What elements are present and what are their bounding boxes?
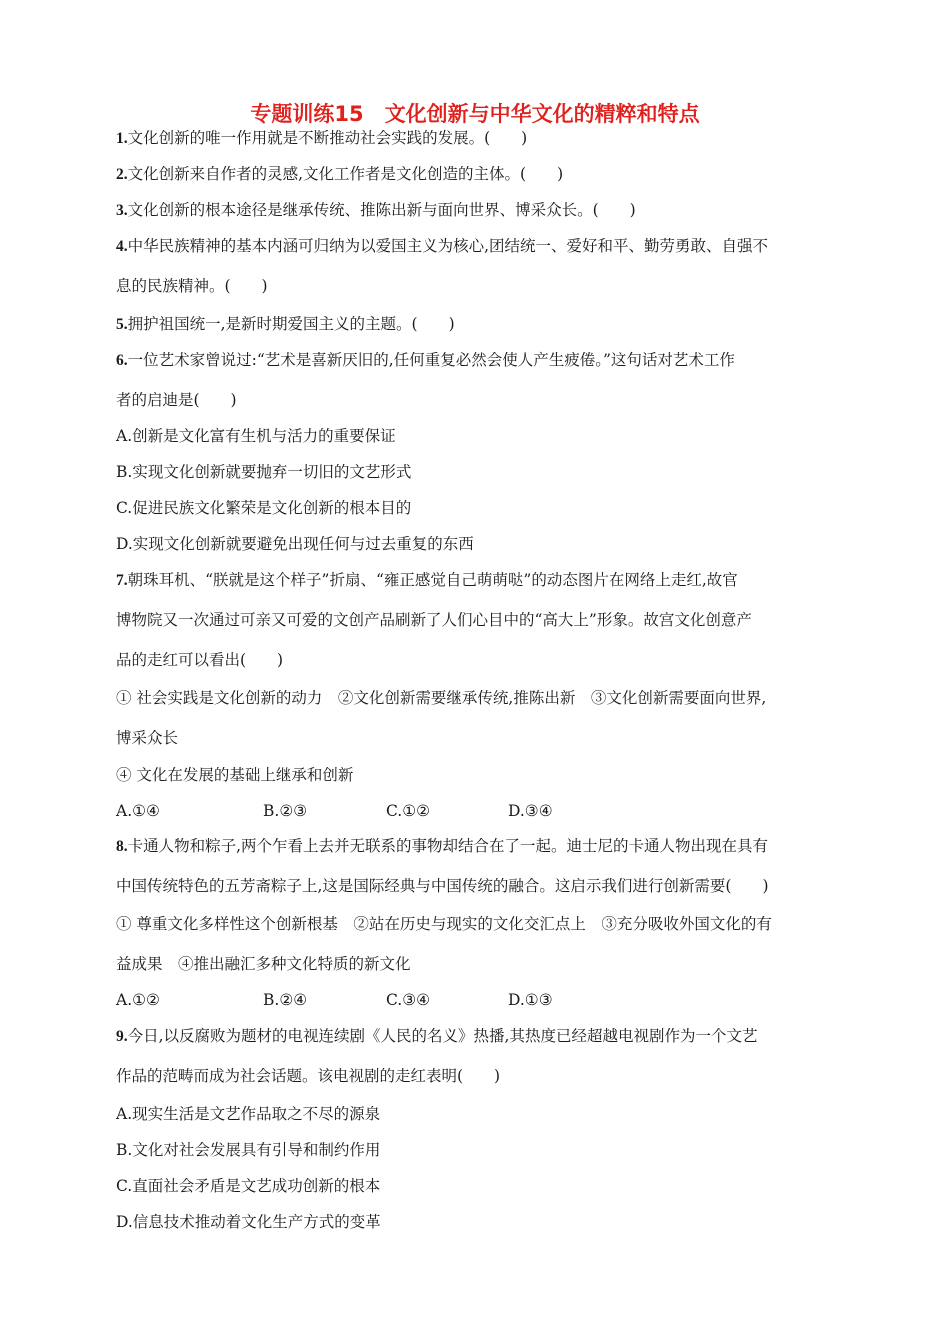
- question-7: 7.朝珠耳机、“朕就是这个样子”折扇、“雍正感觉自己萌萌哒”的动态图片在网络上走红,故官: [116, 571, 738, 589]
- q7-option-d: D.③④: [508, 802, 553, 820]
- q8-statement-1: ① 尊重文化多样性这个创新根基 ②站在历史与现实的文化交汇点上 ③充分吸收外国文化的有: [116, 915, 772, 933]
- question-6: 6.一位艺术家曾说过:“艺术是喜新厌旧的,任何重复必然会使人产生疲倦。”这句话对艺术工作: [116, 351, 735, 369]
- question-1: 1.文化创新的唯一作用就是不断推动社会实践的发展。( ): [116, 129, 528, 147]
- q8-option-c: C.③④: [386, 991, 431, 1009]
- q6-option-d: D.实现文化创新就要避免出现任何与过去重复的东西: [116, 535, 474, 553]
- q9-option-b: B.文化对社会发展具有引导和制约作用: [116, 1141, 381, 1159]
- page-title: 专题训练15 文化创新与中华文化的精粹和特点: [250, 102, 700, 126]
- q8-option-a: A.①②: [116, 991, 160, 1009]
- q6-option-a: A.创新是文化富有生机与活力的重要保证: [116, 427, 396, 445]
- q8-option-d: D.①③: [508, 991, 553, 1009]
- question-3: 3.文化创新的根本途径是继承传统、推陈出新与面向世界、博采众长。( ): [116, 201, 636, 219]
- question-7-cont-1: 博物院又一次通过可亲又可爱的文创产品刷新了人们心目中的“高大上”形象。故宫文化创意产: [116, 611, 752, 629]
- q6-option-c: C.促进民族文化繁荣是文化创新的根本目的: [116, 499, 412, 517]
- q9-option-d: D.信息技术推动着文化生产方式的变革: [116, 1213, 381, 1231]
- question-9: 9.今日,以反腐败为题材的电视连续剧《人民的名义》热播,其热度已经超越电视剧作为一个文艺: [116, 1027, 758, 1045]
- question-8: 8.卡通人物和粽子,两个乍看上去并无联系的事物却结合在了一起。迪士尼的卡通人物出现在具有: [116, 837, 769, 855]
- question-9-cont: 作品的范畴而成为社会话题。该电视剧的走红表明( ): [116, 1067, 501, 1085]
- q8-statement-2: 益成果 ④推出融汇多种文化特质的新文化: [116, 955, 411, 973]
- q9-option-c: C.直面社会矛盾是文艺成功创新的根本: [116, 1177, 381, 1195]
- q7-option-a: A.①④: [116, 802, 160, 820]
- q9-option-a: A.现实生活是文艺作品取之不尽的源泉: [116, 1105, 381, 1123]
- q7-option-c: C.①②: [386, 802, 431, 820]
- question-2: 2.文化创新来自作者的灵感,文化工作者是文化创造的主体。( ): [116, 165, 564, 183]
- question-4: 4.中华民族精神的基本内涵可归纳为以爱国主义为核心,团结统一、爱好和平、勤劳勇敢、自强不: [116, 237, 769, 255]
- question-7-cont-2: 品的走红可以看出( ): [116, 651, 284, 669]
- q7-statement-2: 博采众长: [116, 729, 179, 747]
- q6-option-b: B.实现文化创新就要抛弃一切旧的文艺形式: [116, 463, 412, 481]
- q7-statement-1: ① 社会实践是文化创新的动力 ②文化创新需要继承传统,推陈出新 ③文化创新需要面向世界,: [116, 689, 767, 707]
- q8-option-b: B.②④: [263, 991, 308, 1009]
- question-4-cont: 息的民族精神。( ): [116, 277, 268, 295]
- question-8-cont: 中国传统特色的五芳斋粽子上,这是国际经典与中国传统的融合。这启示我们进行创新需要( ): [116, 877, 769, 895]
- q7-option-b: B.②③: [263, 802, 308, 820]
- question-6-cont: 者的启迪是( ): [116, 391, 237, 409]
- question-5: 5.拥护祖国统一,是新时期爱国主义的主题。( ): [116, 315, 455, 333]
- q7-statement-3: ④ 文化在发展的基础上继承和创新: [116, 766, 354, 784]
